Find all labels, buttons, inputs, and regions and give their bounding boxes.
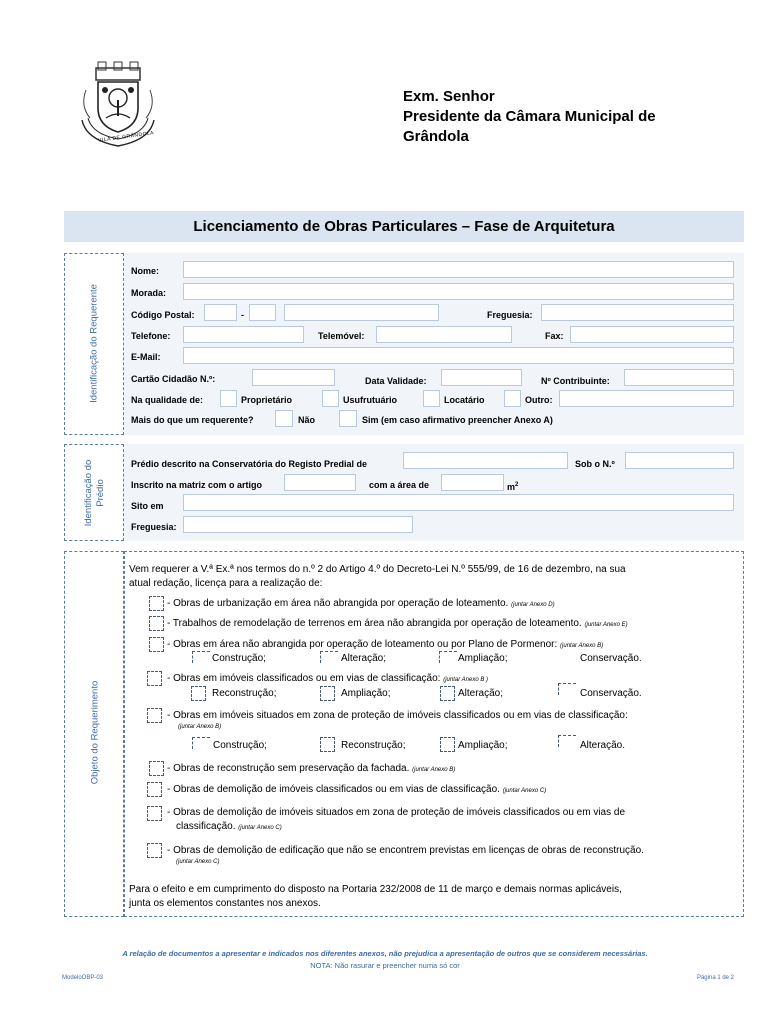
fax-label: Fax:	[545, 331, 564, 341]
nao-checkbox[interactable]	[275, 410, 293, 427]
item-demolicao-zona-checkbox[interactable]	[147, 806, 162, 821]
sub-c-ampliacao-checkbox[interactable]	[440, 737, 455, 752]
item-classificados-checkbox[interactable]	[147, 671, 162, 686]
item-area-nao-abrangida-text: - Obras em área não abrangida por operação de loteamento ou por Plano de Pormenor:	[167, 639, 558, 650]
mais-requerente-label: Mais do que um requerente?	[131, 415, 254, 425]
predio-section-label-line-1: Identificação do	[83, 459, 94, 527]
item-demolicao-zona-line-2	[176, 820, 282, 835]
sub-b-conservacao-checkbox[interactable]	[558, 683, 576, 695]
item-demolicao-edificacao-text: - Obras de demolição de edificação que não se encontrem previstas em licenças de obras de reconstrução.	[167, 845, 644, 856]
item-classificados-annex: (juntar Anexo B )	[443, 677, 489, 683]
telefone-field[interactable]	[183, 326, 304, 343]
area-label: com a área de	[369, 480, 430, 490]
sim-label: Sim (em caso afirmativo preencher Anexo A)	[362, 415, 553, 425]
email-field[interactable]	[183, 347, 734, 364]
data-validade-field[interactable]	[441, 369, 522, 386]
telemovel-label: Telemóvel:	[318, 331, 365, 341]
item-remodelacao-text: - Trabalhos de remodelação de terrenos em área não abrangida por operação de loteamento.	[167, 618, 582, 629]
sub-b-alteracao-checkbox[interactable]	[440, 686, 455, 701]
sub-b-ampliacao-checkbox[interactable]	[320, 686, 335, 701]
proprietario-label: Proprietário	[241, 395, 293, 405]
sub-a-ampliacao: Ampliação;	[458, 653, 508, 664]
item-reconstrucao-annex: (juntar Anexo B)	[412, 767, 456, 773]
morada-field[interactable]	[183, 283, 734, 300]
form-title-bar	[64, 211, 744, 242]
sub-c-construcao: Construção;	[213, 740, 267, 751]
item-demolicao-zona-annex: (juntar Anexo C)	[238, 825, 282, 831]
predio-label-box	[64, 444, 124, 541]
item-demolicao-zona-text: - Obras de demolição de imóveis situados em zona de proteção de imóveis classificados ou em vias de	[167, 807, 626, 818]
email-label: E-Mail:	[131, 352, 161, 362]
municipal-coat-of-arms-logo	[76, 60, 160, 150]
artigo-field[interactable]	[284, 474, 356, 491]
contribuinte-field[interactable]	[624, 369, 734, 386]
sub-c-alteracao-checkbox[interactable]	[558, 735, 576, 747]
item-urbanizacao-annex: (juntar Anexo D)	[511, 602, 555, 608]
outro-label: Outro:	[525, 395, 553, 405]
sub-b-reconstrucao: Reconstrução;	[212, 688, 277, 699]
cartao-field[interactable]	[252, 369, 335, 386]
item-reconstrucao	[167, 762, 455, 777]
telemovel-field[interactable]	[376, 326, 512, 343]
morada-label: Morada:	[131, 288, 167, 298]
m2-label	[507, 479, 518, 493]
objeto-closing-line-1: Para o efeito e em cumprimento do disposto na Portaria 232/2008 de 11 de março e demais normas aplicáveis,	[129, 884, 622, 895]
item-demolicao-classificados-checkbox[interactable]	[147, 782, 162, 797]
item-demolicao-zona-text-2: classificação.	[176, 821, 236, 832]
freguesia-field[interactable]	[541, 304, 734, 321]
sub-a-ampliacao-checkbox[interactable]	[439, 651, 457, 663]
objeto-label-box	[64, 551, 124, 917]
usufrutuario-checkbox[interactable]	[322, 390, 339, 407]
item-classificados-text: - Obras em imóveis classificados ou em vias de classificação:	[167, 673, 441, 684]
codigo-postal-dash: -	[241, 310, 244, 320]
page-number: Página 1 de 2	[696, 975, 734, 981]
item-reconstrucao-checkbox[interactable]	[149, 761, 164, 776]
item-reconstrucao-text: - Obras de reconstrução sem preservação da fachada.	[167, 763, 410, 774]
item-demolicao-edificacao-checkbox[interactable]	[147, 843, 162, 858]
item-urbanizacao-checkbox[interactable]	[149, 596, 164, 611]
model-code: ModeloOBP-03	[62, 975, 104, 981]
addressee-line-1: Exm. Senhor	[403, 88, 495, 105]
telefone-label: Telefone:	[131, 331, 171, 341]
sub-b-conservacao: Conservação.	[580, 688, 642, 699]
m2-unit: m	[507, 482, 516, 492]
item-zona-protecao-text: - Obras em imóveis situados em zona de proteção de imóveis classificados ou em vias de classificação:	[167, 710, 628, 721]
predio-section-label	[83, 443, 107, 543]
proprietario-checkbox[interactable]	[220, 390, 237, 407]
item-urbanizacao-text: - Obras de urbanização em área não abrangida por operação de loteamento.	[167, 598, 509, 609]
nome-label: Nome:	[131, 266, 160, 276]
item-demolicao-classificados-text: - Obras de demolição de imóveis classificados ou em vias de classificação.	[167, 784, 500, 795]
fax-field[interactable]	[570, 326, 734, 343]
sob-label: Sob o N.º	[575, 459, 615, 469]
addressee-line-2: Presidente da Câmara Municipal de	[403, 108, 656, 125]
nao-label: Não	[298, 415, 316, 425]
sub-c-reconstrucao-checkbox[interactable]	[320, 737, 335, 752]
localidade-field[interactable]	[284, 304, 439, 321]
usufrutuario-label: Usufrutuário	[343, 395, 397, 405]
cartao-label: Cartão Cidadão N.º:	[131, 374, 216, 384]
freguesia-label: Freguesia:	[487, 310, 533, 320]
footer-note-1: A relação de documentos a apresentar e indicados nos diferentes anexos, não prejudica a apresentação de outros que se considerem necessárias.	[122, 949, 648, 958]
sub-c-construcao-checkbox[interactable]	[192, 737, 210, 749]
conservatoria-field[interactable]	[403, 452, 568, 469]
sub-c-alteracao: Alteração.	[580, 740, 626, 751]
item-zona-protecao-checkbox[interactable]	[147, 708, 162, 723]
sub-b-ampliacao: Ampliação;	[341, 688, 391, 699]
sub-a-construcao: Construção;	[212, 653, 266, 664]
item-remodelacao	[167, 617, 628, 632]
item-remodelacao-checkbox[interactable]	[149, 616, 164, 631]
requerente-section-label: Identificação do Requerente	[88, 284, 100, 403]
sub-a-alteracao-checkbox[interactable]	[320, 651, 338, 663]
inscrito-label: Inscrito na matriz com o artigo	[131, 480, 263, 490]
item-demolicao-classificados	[167, 783, 546, 798]
item-zona-protecao-annex: (juntar Anexo B)	[178, 724, 222, 730]
locatario-label: Locatário	[444, 395, 485, 405]
item-area-nao-abrangida	[167, 638, 603, 653]
sim-checkbox[interactable]	[339, 410, 357, 427]
predio-freguesia-label: Freguesia:	[131, 522, 177, 532]
locatario-checkbox[interactable]	[423, 390, 440, 407]
objeto-intro-line-1: Vem requerer a V.ª Ex.ª nos termos do n.º 2 do Artigo 4.º do Decreto-Lei N.º 555/99, de 16 de dezembro, na sua	[129, 564, 626, 575]
sub-a-conservacao: Conservação.	[580, 653, 642, 664]
sob-numero-field[interactable]	[625, 452, 734, 469]
codigo-postal-label: Código Postal:	[131, 310, 195, 320]
codigo-postal-field-1[interactable]	[204, 304, 237, 321]
sito-label: Sito em	[131, 501, 164, 511]
sub-c-ampliacao: Ampliação;	[458, 740, 508, 751]
data-validade-label: Data Validade:	[365, 376, 427, 386]
logo-motto: VILA DE GRÂNDOLA	[97, 130, 155, 144]
item-demolicao-edificacao-annex: (juntar Anexo C)	[176, 859, 220, 865]
descrito-label: Prédio descrito na Conservatória do Registo Predial de	[131, 459, 368, 469]
item-area-nao-abrangida-annex: (juntar Anexo B)	[560, 643, 604, 649]
objeto-closing-line-2: junta os elementos constantes nos anexos.	[129, 898, 321, 909]
nome-field[interactable]	[183, 261, 734, 278]
addressee-block	[403, 87, 656, 147]
m2-superscript: 2	[515, 482, 519, 488]
area-field[interactable]	[441, 474, 504, 491]
sub-b-reconstrucao-checkbox[interactable]	[191, 686, 206, 701]
contribuinte-label: Nº Contribuinte:	[541, 376, 610, 386]
qualidade-label: Na qualidade de:	[131, 395, 204, 405]
objeto-intro-line-2: atual redação, licença para a realização de:	[129, 578, 323, 589]
item-demolicao-classificados-annex: (juntar Anexo C)	[502, 788, 547, 794]
addressee-line-3: Grândola	[403, 128, 469, 145]
predio-freguesia-field[interactable]	[183, 516, 413, 533]
item-remodelacao-annex: (juntar Anexo E)	[584, 622, 628, 628]
outro-field[interactable]	[559, 390, 734, 407]
sub-c-reconstrucao: Reconstrução;	[341, 740, 406, 751]
form-title: Licenciamento de Obras Particulares – Fase de Arquitetura	[193, 218, 615, 235]
objeto-section-label: Objeto do Requerimento	[89, 680, 101, 785]
codigo-postal-field-2[interactable]	[249, 304, 276, 321]
sito-field[interactable]	[183, 494, 734, 511]
item-classificados	[167, 672, 488, 687]
footer-note-2: NOTA: Não rasurar e preencher numa só cor	[310, 961, 460, 970]
sub-a-alteracao: Alteração;	[341, 653, 387, 664]
sub-a-construcao-checkbox[interactable]	[192, 651, 210, 663]
predio-section-label-line-2: Prédio	[95, 479, 106, 507]
item-area-nao-abrangida-checkbox[interactable]	[149, 637, 164, 652]
item-urbanizacao	[167, 597, 555, 612]
requerente-label-box	[64, 253, 124, 435]
sub-b-alteracao: Alteração;	[458, 688, 504, 699]
outro-checkbox[interactable]	[504, 390, 521, 407]
requerente-section	[124, 253, 744, 435]
